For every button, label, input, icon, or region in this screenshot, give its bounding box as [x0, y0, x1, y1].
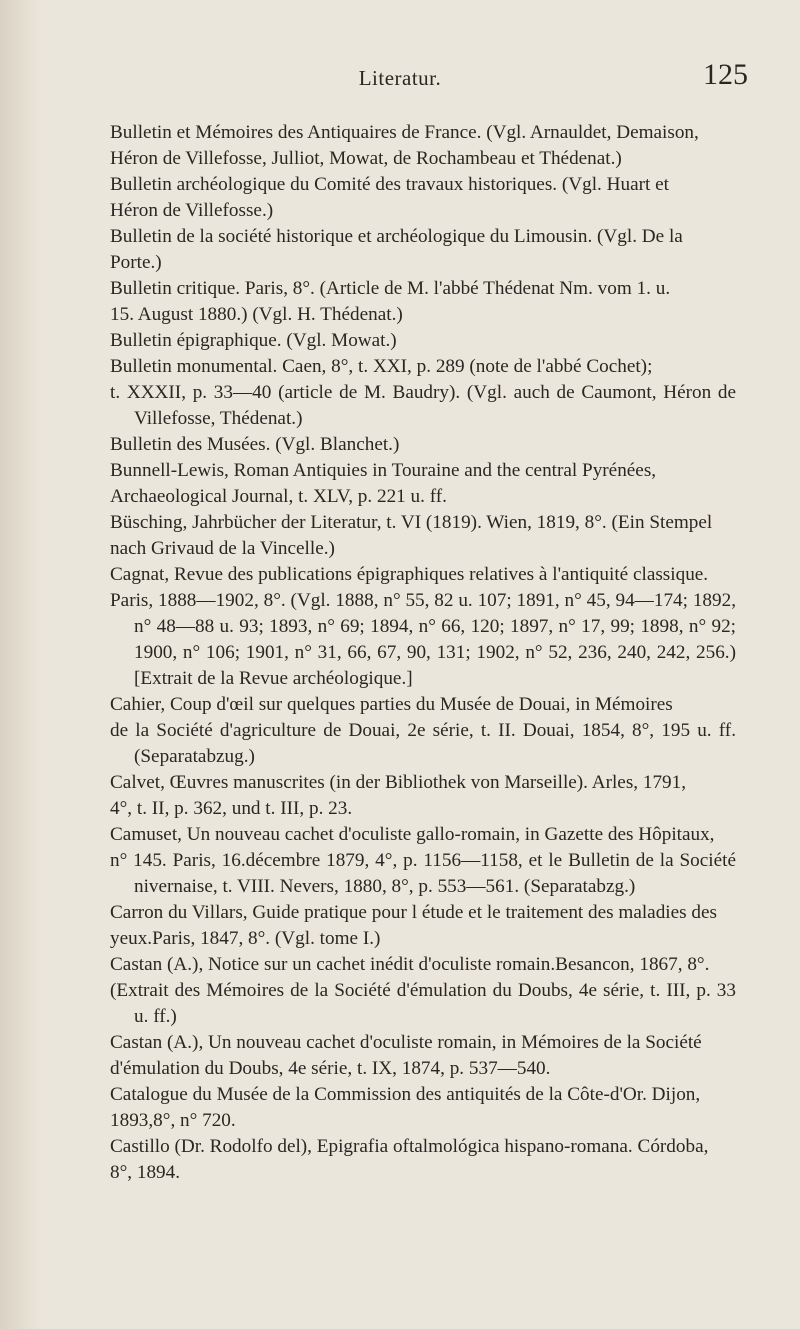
entry-text: Camuset, Un nouveau cachet d'oculiste gallo-romain, in Gazette des Hôpitaux,	[110, 824, 715, 845]
page-number: 125	[703, 58, 748, 91]
entry-continuation: 15. August 1880.) (Vgl. H. Thédenat.)	[110, 304, 403, 325]
bibliography-entry	[110, 432, 736, 458]
entry-text: Bulletin de la société historique et archéologique du Limousin. (Vgl. De la	[110, 226, 683, 247]
bibliography-entry	[110, 172, 736, 224]
entry-continuation: yeux.Paris, 1847, 8°. (Vgl. tome I.)	[110, 928, 381, 949]
entry-continuation: 8°, 1894.	[110, 1162, 181, 1183]
entry-continuation: Archaeological Journal, t. XLV, p. 221 u. ff.	[110, 486, 447, 507]
entry-continuation: 4°, t. II, p. 362, und t. III, p. 23.	[110, 798, 353, 819]
bibliography-list	[110, 120, 736, 1186]
bibliography-entry	[110, 120, 736, 172]
entry-text: Castillo (Dr. Rodolfo del), Epigrafia oftalmológica hispano-romana. Córdoba,	[110, 1136, 709, 1157]
bibliography-entry	[110, 1030, 736, 1082]
entry-text: Castan (A.), Un nouveau cachet d'oculiste romain, in Mémoires de la Société	[110, 1032, 702, 1053]
entry-text: Catalogue du Musée de la Commission des antiquités de la Côte-d'Or. Dijon,	[110, 1084, 701, 1105]
bibliography-entry	[110, 1082, 736, 1134]
bibliography-entry	[110, 1134, 736, 1186]
entry-text: Bulletin des Musées. (Vgl. Blanchet.)	[110, 434, 400, 455]
bibliography-entry	[110, 952, 736, 1030]
entry-text: Bunnell-Lewis, Roman Antiquies in Touraine and the central Pyrénées,	[110, 460, 657, 481]
entry-text: Bulletin épigraphique. (Vgl. Mowat.)	[110, 330, 397, 351]
entry-continuation: Porte.)	[110, 252, 162, 273]
bibliography-entry	[110, 328, 736, 354]
entry-text: Bulletin critique. Paris, 8°. (Article de M. l'abbé Thédenat Nm. vom 1. u.	[110, 278, 671, 299]
entry-continuation: (Extrait des Mémoires de la Société d'émulation du Doubs, 4e série, t. III, p. 33 u. ff.)	[110, 980, 736, 1027]
entry-text: Carron du Villars, Guide pratique pour l étude et le traitement des maladies des	[110, 902, 717, 923]
entry-text: Cagnat, Revue des publications épigraphiques relatives à l'antiquité classique.	[110, 564, 709, 585]
entry-continuation: nach Grivaud de la Vincelle.)	[110, 538, 335, 559]
bibliography-entry	[110, 562, 736, 692]
entry-text: Büsching, Jahrbücher der Literatur, t. VI (1819). Wien, 1819, 8°. (Ein Stempel	[110, 512, 713, 533]
entry-continuation: t. XXXII, p. 33—40 (article de M. Baudry). (Vgl. auch de Caumont, Héron de Villefosse, Thédenat.)	[110, 382, 736, 429]
entry-continuation: de la Société d'agriculture de Douai, 2e série, t. II. Douai, 1854, 8°, 195 u. ff. (Separatabzug.)	[110, 720, 736, 767]
entry-continuation: n° 145. Paris, 16.décembre 1879, 4°, p. 1156—1158, et le Bulletin de la Société nivernaise, t. VIII. Nevers, 1880, 8°, p. 553—561. (Separatabzg.)	[110, 850, 736, 897]
gutter-shadow	[0, 0, 40, 1329]
entry-text: Bulletin monumental. Caen, 8°, t. XXI, p. 289 (note de l'abbé Cochet);	[110, 356, 653, 377]
bibliography-entry	[110, 822, 736, 900]
entry-continuation: Héron de Villefosse, Julliot, Mowat, de Rochambeau et Thédenat.)	[110, 148, 622, 169]
entry-continuation: Héron de Villefosse.)	[110, 200, 274, 221]
entry-text: Calvet, Œuvres manuscrites (in der Bibliothek von Marseille). Arles, 1791,	[110, 772, 687, 793]
entry-text: Castan (A.), Notice sur un cachet inédit d'oculiste romain.Besancon, 1867, 8°.	[110, 954, 710, 975]
bibliography-entry	[110, 692, 736, 770]
bibliography-entry	[110, 510, 736, 562]
bibliography-entry	[110, 770, 736, 822]
entry-continuation: 1893,8°, n° 720.	[110, 1110, 236, 1131]
entry-text: Bulletin archéologique du Comité des travaux historiques. (Vgl. Huart et	[110, 174, 669, 195]
bibliography-entry	[110, 224, 736, 276]
entry-continuation: d'émulation du Doubs, 4e série, t. IX, 1874, p. 537—540.	[110, 1058, 551, 1079]
entry-text: Bulletin et Mémoires des Antiquaires de France. (Vgl. Arnauldet, Demaison,	[110, 122, 699, 143]
bibliography-entry	[110, 276, 736, 328]
entry-continuation: Paris, 1888—1902, 8°. (Vgl. 1888, n° 55, 82 u. 107; 1891, n° 45, 94—174; 1892, n° 48—88 u. 93; 1893, n° 69; 1894, n° 66, 120; 1897, n° 17, 99; 1898, n° 92; 1900, n° 106; 1901, n° 31, 66, 67, 90, 131; 1902, n° 52, 236, 240, 242, 256.) [Extrait de la Revue archéologique.]	[110, 590, 736, 689]
bibliography-entry	[110, 354, 736, 432]
running-title: Literatur.	[358, 66, 442, 90]
entry-text: Cahier, Coup d'œil sur quelques parties du Musée de Douai, in Mémoires	[110, 694, 673, 715]
bibliography-entry	[110, 458, 736, 510]
page-header	[0, 58, 800, 94]
bibliography-entry	[110, 900, 736, 952]
